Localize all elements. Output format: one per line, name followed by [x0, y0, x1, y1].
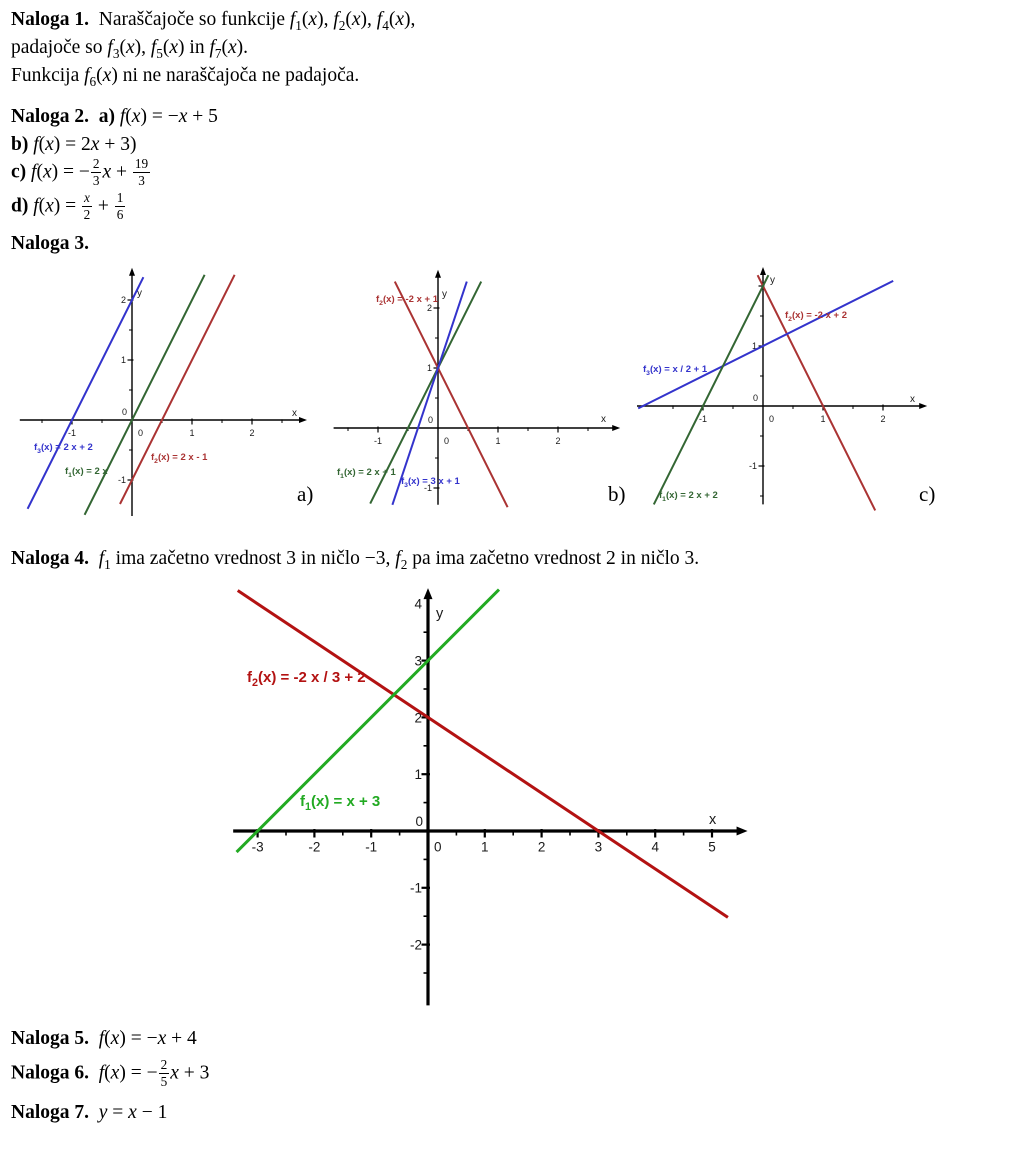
- x-axis-label: x: [292, 408, 297, 419]
- x-axis-label: x: [601, 414, 606, 425]
- y-tick-label: -1: [409, 880, 422, 896]
- x-tick-label: -1: [67, 428, 77, 438]
- subscript: 2: [379, 299, 383, 307]
- fraction-denominator: 6: [116, 206, 124, 222]
- x-axis-label: x: [910, 394, 915, 405]
- fraction-numerator: 2: [159, 1058, 170, 1074]
- fraction-denominator: 3: [138, 172, 145, 188]
- plain-text: Funkcija: [11, 65, 85, 86]
- plain-text: padajoče so: [11, 37, 108, 58]
- math-text: y = x − 1: [98, 1102, 168, 1123]
- zero-label-right: 0: [444, 436, 450, 446]
- y-tick-label: 2: [426, 303, 432, 314]
- subscript: 3: [646, 369, 650, 377]
- x-axis-arrow: [299, 417, 307, 423]
- x-tick-label: -1: [373, 436, 383, 446]
- function-label-f1: $f_1(x) = x + 3$: [300, 793, 381, 813]
- fraction: [90, 157, 103, 189]
- figure-letter-b: b): [608, 482, 626, 506]
- naloga7-line: [11, 1100, 167, 1126]
- y-axis-label: y: [770, 275, 775, 286]
- plain-text: in: [184, 37, 210, 58]
- x-tick-label: 1: [189, 428, 195, 438]
- y-axis-label: y: [442, 289, 447, 300]
- subscript: 2: [400, 556, 408, 572]
- naloga2-line-d: [11, 191, 126, 223]
- math-text: $f_7(x)$: [209, 37, 244, 61]
- function-line-f2: [117, 275, 235, 504]
- subscript: 6: [89, 73, 97, 89]
- function-label-f1: $f_1(x) = 2$ x + 1: [337, 467, 396, 480]
- task-label: Naloga 7.: [11, 1102, 89, 1123]
- x-tick-label: 2: [880, 414, 886, 424]
- function-label-f3: $f_3(x) = x / 2 + 1$: [643, 364, 708, 377]
- naloga5-line: [11, 1026, 197, 1052]
- y-axis-label: y: [137, 288, 142, 299]
- math-text: f(x) = −: [31, 161, 90, 183]
- plain-text: ima začetno vrednost 3 in ničlo: [110, 548, 365, 569]
- subscript: 2: [252, 677, 259, 689]
- math-text: f(x) = −: [98, 1062, 158, 1084]
- function-label-f2: $f_2(x) = -2$ x + 1: [376, 294, 439, 307]
- function-label-f2: $f_2(x) = -2$ x + 2: [785, 310, 848, 323]
- task-label: b): [11, 134, 29, 155]
- fraction-denominator: 2: [83, 206, 91, 222]
- y-axis-arrow: [760, 267, 766, 275]
- subscript: 4: [382, 17, 389, 33]
- fraction-denominator: 3: [92, 172, 100, 188]
- x-tick-label: 1: [820, 414, 826, 424]
- y-axis-arrow: [424, 588, 433, 599]
- zero-label-left: 0: [121, 407, 127, 417]
- subscript: 2: [338, 17, 346, 33]
- naloga1-line1: [11, 7, 415, 33]
- naloga1-line2: [11, 35, 248, 61]
- math-text: $f_6(x)$: [84, 65, 118, 89]
- x-tick-label: 1: [481, 839, 489, 855]
- zero-label-left: 0: [415, 814, 423, 829]
- zero-label-left: 0: [752, 393, 758, 403]
- plain-text: [89, 1102, 99, 1123]
- figure-letter-c: c): [919, 482, 936, 506]
- subscript: 1: [68, 471, 72, 479]
- y-axis-arrow: [129, 268, 135, 276]
- graph-b: [330, 266, 632, 522]
- fraction-numerator: x: [82, 191, 92, 207]
- subscript: 1: [295, 17, 302, 33]
- task-label: Naloga 5.: [11, 1028, 89, 1049]
- math-text: +: [97, 195, 109, 217]
- function-line-f3: [392, 282, 466, 505]
- math-text: $f_3(x)$, $f_5(x)$: [107, 37, 185, 61]
- plain-text: Naraščajoče so funkcije: [89, 9, 290, 30]
- function-line-f2: [395, 282, 508, 508]
- y-tick-label: 2: [120, 295, 126, 306]
- function-line-f1: [85, 275, 208, 515]
- y-tick-label: -1: [423, 483, 432, 494]
- x-axis-arrow: [737, 827, 748, 836]
- fraction: [114, 191, 127, 223]
- task-label: Naloga 2. a): [11, 106, 115, 127]
- math-text: f(x) = 2x + 3): [33, 134, 137, 155]
- fraction-numerator: 2: [91, 157, 102, 173]
- y-tick-label: 2: [414, 710, 422, 726]
- naloga2-line-a: [11, 104, 218, 130]
- math-text: x + 3: [170, 1062, 210, 1084]
- fraction-numerator: 1: [115, 191, 126, 207]
- task-label: d): [11, 195, 29, 217]
- subscript: 3: [404, 481, 408, 489]
- naloga6-line: [11, 1058, 209, 1090]
- math-text: f(x) =: [33, 195, 77, 217]
- x-tick-label: -3: [251, 839, 264, 855]
- math-text: $f_1(x)$, $f_2(x)$, $f_4(x)$,: [289, 9, 416, 33]
- naloga2-line-c: [11, 157, 151, 189]
- naloga2-line-b: [11, 132, 136, 158]
- task-label: Naloga 1.: [11, 9, 89, 30]
- x-tick-label: 3: [594, 839, 603, 855]
- x-axis-arrow: [919, 403, 927, 409]
- naloga4-line: [11, 546, 699, 572]
- function-line-f2: [238, 591, 728, 918]
- plain-text: .: [243, 37, 249, 58]
- x-tick-label: 2: [555, 436, 561, 446]
- subscript: 1: [104, 556, 111, 572]
- math-text: $f_1$: [98, 548, 111, 572]
- subscript: 5: [156, 45, 163, 61]
- function-label-f3: $f_3(x) = 2$ x + 2: [34, 442, 93, 455]
- x-tick-label: 2: [537, 839, 546, 855]
- math-text: x +: [102, 161, 128, 183]
- graph-naloga4: [230, 585, 752, 1017]
- x-tick-label: 4: [651, 839, 659, 855]
- x-tick-label: 5: [708, 839, 716, 855]
- subscript: 1: [340, 472, 344, 480]
- fraction-denominator: 5: [160, 1073, 168, 1089]
- y-tick-label: -1: [748, 461, 757, 472]
- y-tick-label: 1: [120, 355, 126, 366]
- plain-text: [89, 1028, 99, 1049]
- function-line-f3: [638, 281, 893, 409]
- fraction-numerator: 19: [133, 157, 150, 173]
- plain-text: ,: [385, 548, 396, 569]
- fraction: [158, 1058, 171, 1090]
- naloga3-heading: [11, 231, 89, 257]
- math-text: $f_2$: [395, 548, 408, 572]
- function-label-f1: $f_1(x) = 2$ x: [65, 466, 108, 479]
- x-tick-label: -1: [698, 414, 708, 424]
- x-axis-arrow: [612, 425, 620, 431]
- subscript: 2: [788, 315, 792, 323]
- function-label-f2: $f_2(x) = 2$ x - 1: [151, 452, 208, 465]
- subscript: 1: [305, 801, 312, 813]
- subscript: 2: [154, 457, 158, 465]
- subscript: 3: [112, 45, 120, 61]
- function-label-f1: $f_1(x) = 2$ x + 2: [659, 490, 718, 503]
- zero-label-right: 0: [769, 414, 775, 424]
- task-label: Naloga 6.: [11, 1062, 89, 1084]
- function-label-f3: $f_3(x) = 3$ x + 1: [401, 476, 460, 489]
- x-tick-label: -2: [308, 839, 321, 855]
- y-tick-label: 1: [751, 341, 757, 352]
- graph-c: [633, 266, 935, 516]
- plain-text: ni ne naraščajoča ne padajoča.: [117, 65, 360, 86]
- task-label: Naloga 3.: [11, 233, 89, 254]
- math-text: f(x) = −x + 4: [98, 1028, 197, 1049]
- plain-text: pa ima začetno vrednost 2 in ničlo 3.: [407, 548, 700, 569]
- graph-a: [10, 266, 312, 522]
- zero-label-right: 0: [434, 839, 442, 855]
- x-tick-label: -1: [365, 839, 378, 855]
- y-tick-label: 4: [414, 596, 422, 612]
- x-tick-label: 2: [249, 428, 255, 438]
- y-axis-label: y: [436, 606, 444, 622]
- zero-label-left: 0: [427, 415, 433, 425]
- fraction: [132, 157, 151, 189]
- x-axis-label: x: [709, 812, 717, 828]
- x-tick-label: 1: [495, 436, 501, 446]
- y-tick-label: 1: [414, 767, 422, 783]
- math-text: −3: [364, 548, 386, 569]
- subscript: 1: [662, 495, 666, 503]
- y-tick-label: -1: [117, 475, 126, 486]
- naloga1-line3: [11, 63, 359, 89]
- subscript: 7: [214, 45, 222, 61]
- task-label: Naloga 4.: [11, 548, 89, 569]
- y-axis-arrow: [435, 270, 441, 278]
- figure-letter-a: a): [297, 482, 314, 506]
- math-text: f(x) = −x + 5: [119, 106, 218, 127]
- subscript: 3: [37, 447, 41, 455]
- fraction: [81, 191, 93, 223]
- function-line-f1: [237, 590, 499, 852]
- plain-text: [89, 1063, 99, 1084]
- task-label: c): [11, 161, 27, 183]
- y-tick-label: -2: [409, 937, 422, 953]
- function-label-f2: $f_2(x) = -2$ x / 3 + 2: [247, 669, 366, 689]
- graph-canvas-a: [10, 266, 312, 522]
- plain-text: [89, 548, 99, 569]
- graph-canvas-c: [633, 266, 935, 516]
- y-tick-label: 3: [414, 653, 422, 669]
- y-tick-label: 1: [426, 363, 432, 374]
- zero-label-right: 0: [138, 428, 144, 438]
